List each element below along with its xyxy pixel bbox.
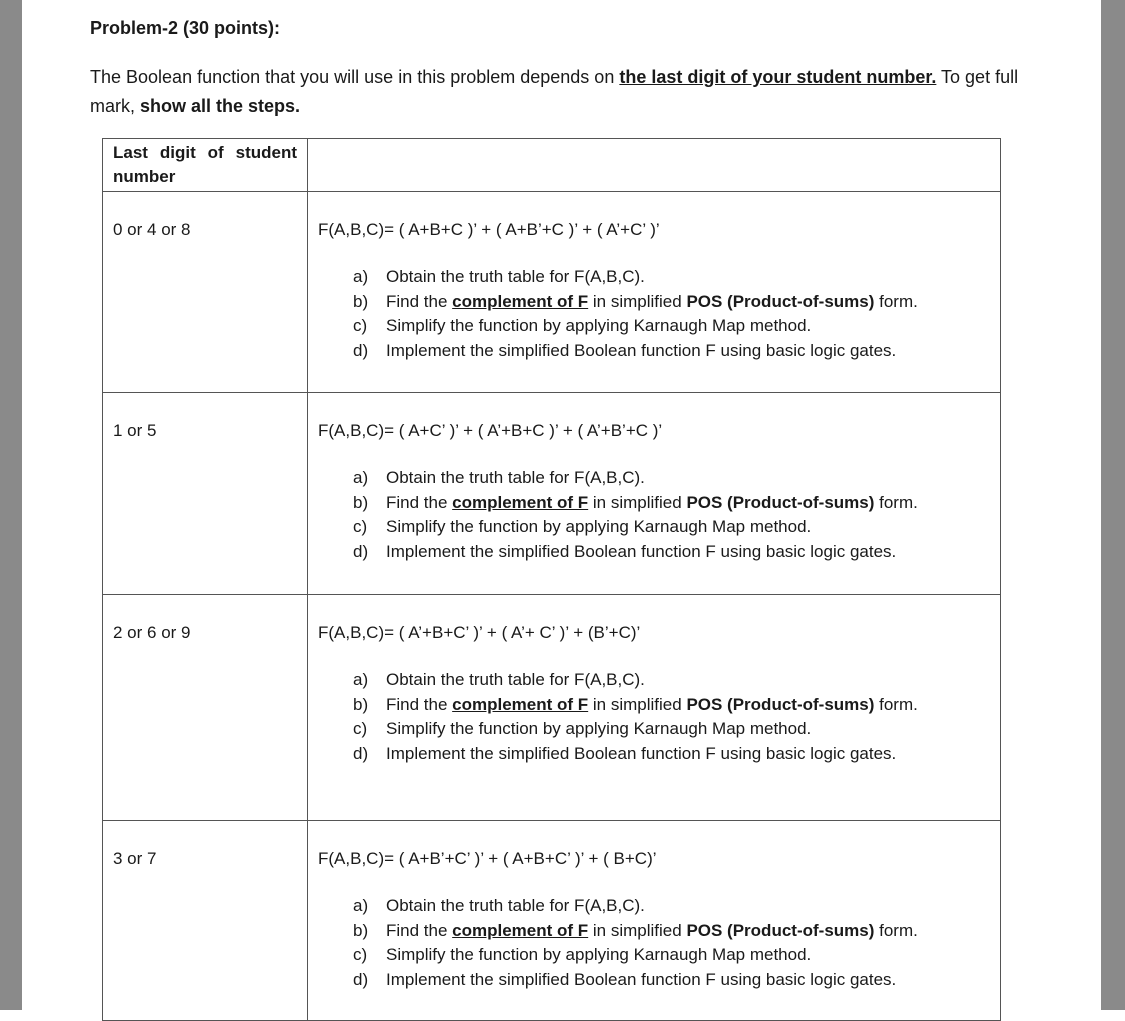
header-label: Last digit of student number <box>113 143 297 186</box>
intro-emphasis: the last digit of your student number. <box>619 67 937 87</box>
step-label: c) <box>353 719 368 738</box>
function-expression: F(A,B,C)= ( A+C’ )’ + ( A’+B+C )’ + ( A’+B’+C )’ <box>318 421 663 440</box>
step-text-underlined: complement of F <box>452 492 589 512</box>
step-text: Simplify the function by applying Karnaugh Map method. <box>386 719 812 738</box>
step-text <box>386 290 918 315</box>
table-row <box>103 821 1001 1021</box>
step-text-part: Find the <box>386 694 453 714</box>
document-page <box>22 0 1101 1010</box>
step-text-part: form. <box>874 920 918 940</box>
step-text: Obtain the truth table for F(A,B,C). <box>386 670 645 689</box>
step-text-underlined: complement of F <box>452 920 589 940</box>
list-item <box>308 290 1000 315</box>
step-text-part: in simplified <box>588 694 687 714</box>
digit-text: 3 or 7 <box>113 849 157 868</box>
function-cell <box>308 821 1001 1021</box>
step-label: c) <box>353 517 368 536</box>
intro-bold: show all the steps. <box>140 96 301 116</box>
problem-table <box>102 138 1001 1021</box>
step-text-bold: POS (Product-of-sums) <box>686 492 875 512</box>
function-expression: F(A,B,C)= ( A+B’+C’ )’ + ( A+B+C’ )’ + ( B+C)’ <box>318 849 657 868</box>
step-text-bold: POS (Product-of-sums) <box>686 291 875 311</box>
list-item <box>308 466 1000 491</box>
list-item <box>308 742 1000 767</box>
step-label: d) <box>353 541 369 561</box>
table-row <box>103 595 1001 821</box>
digit-text: 1 or 5 <box>113 421 157 440</box>
digit-cell <box>103 595 308 821</box>
left-margin-bar <box>0 0 22 1010</box>
function-expression: F(A,B,C)= ( A+B+C )’ + ( A+B’+C )’ + ( A’+C’ )’ <box>318 220 660 239</box>
step-text: Implement the simplified Boolean function F using basic logic gates. <box>386 541 897 561</box>
table-row <box>103 192 1001 393</box>
digit-cell <box>103 192 308 393</box>
step-text-part: in simplified <box>588 920 687 940</box>
steps-list <box>308 894 1000 992</box>
step-text: Simplify the function by applying Karnaugh Map method. <box>386 945 812 964</box>
steps-list <box>308 265 1000 363</box>
step-text: Obtain the truth table for F(A,B,C). <box>386 468 645 487</box>
header-cell-empty <box>308 139 1001 192</box>
intro-text-1: The Boolean function that you will use in this problem depends on <box>90 67 620 87</box>
list-item <box>308 693 1000 718</box>
step-label: c) <box>353 945 368 964</box>
list-item <box>308 265 1000 290</box>
step-text-part: Find the <box>386 291 453 311</box>
function-expression: F(A,B,C)= ( A’+B+C’ )’ + ( A’+ C’ )’ + (B’+C)’ <box>318 623 641 642</box>
step-label: b) <box>353 694 369 714</box>
step-text-part: in simplified <box>588 291 687 311</box>
step-label: d) <box>353 969 369 989</box>
step-label: c) <box>353 316 368 335</box>
step-text-underlined: complement of F <box>452 694 589 714</box>
digit-cell <box>103 393 308 595</box>
step-label: a) <box>353 896 369 915</box>
function-cell <box>308 393 1001 595</box>
header-cell-digit <box>103 139 308 192</box>
table-row <box>103 393 1001 595</box>
function-cell <box>308 192 1001 393</box>
step-label: b) <box>353 291 369 311</box>
table-header-row <box>103 139 1001 192</box>
step-text-part: form. <box>874 694 918 714</box>
step-text-part: in simplified <box>588 492 687 512</box>
step-text <box>386 919 918 944</box>
step-text: Simplify the function by applying Karnaugh Map method. <box>386 316 812 335</box>
digit-cell <box>103 821 308 1021</box>
list-item <box>308 515 1000 540</box>
digit-text: 0 or 4 or 8 <box>113 220 191 239</box>
list-item <box>308 968 1000 993</box>
problem-title: Problem-2 (30 points): <box>90 18 281 38</box>
step-text-part: Find the <box>386 492 453 512</box>
list-item <box>308 540 1000 565</box>
step-text: Simplify the function by applying Karnaugh Map method. <box>386 517 812 536</box>
step-label: d) <box>353 743 369 763</box>
list-item <box>308 339 1000 364</box>
step-text-part: form. <box>874 492 918 512</box>
step-text: Implement the simplified Boolean function F using basic logic gates. <box>386 743 897 763</box>
step-text-bold: POS (Product-of-sums) <box>686 694 875 714</box>
intro-paragraph <box>90 63 1050 121</box>
step-text-part: Find the <box>386 920 453 940</box>
step-text: Obtain the truth table for F(A,B,C). <box>386 267 645 286</box>
right-margin-bar <box>1101 0 1125 1010</box>
step-label: d) <box>353 340 369 360</box>
list-item <box>308 894 1000 919</box>
step-label: a) <box>353 670 369 689</box>
step-text-underlined: complement of F <box>452 291 589 311</box>
steps-list <box>308 466 1000 564</box>
steps-list <box>308 668 1000 766</box>
step-text-part: form. <box>874 291 918 311</box>
step-text-bold: POS (Product-of-sums) <box>686 920 875 940</box>
function-cell <box>308 595 1001 821</box>
list-item <box>308 717 1000 742</box>
step-text: Implement the simplified Boolean function F using basic logic gates. <box>386 340 897 360</box>
step-label: b) <box>353 492 369 512</box>
step-text: Implement the simplified Boolean function F using basic logic gates. <box>386 969 897 989</box>
list-item <box>308 314 1000 339</box>
digit-text: 2 or 6 or 9 <box>113 623 191 642</box>
list-item <box>308 668 1000 693</box>
step-text <box>386 491 918 516</box>
list-item <box>308 919 1000 944</box>
list-item <box>308 943 1000 968</box>
step-label: a) <box>353 468 369 487</box>
step-text <box>386 693 918 718</box>
step-label: a) <box>353 267 369 286</box>
intro-text-2: To get full mark, <box>90 67 1019 116</box>
step-text: Obtain the truth table for F(A,B,C). <box>386 896 645 915</box>
list-item <box>308 491 1000 516</box>
step-label: b) <box>353 920 369 940</box>
